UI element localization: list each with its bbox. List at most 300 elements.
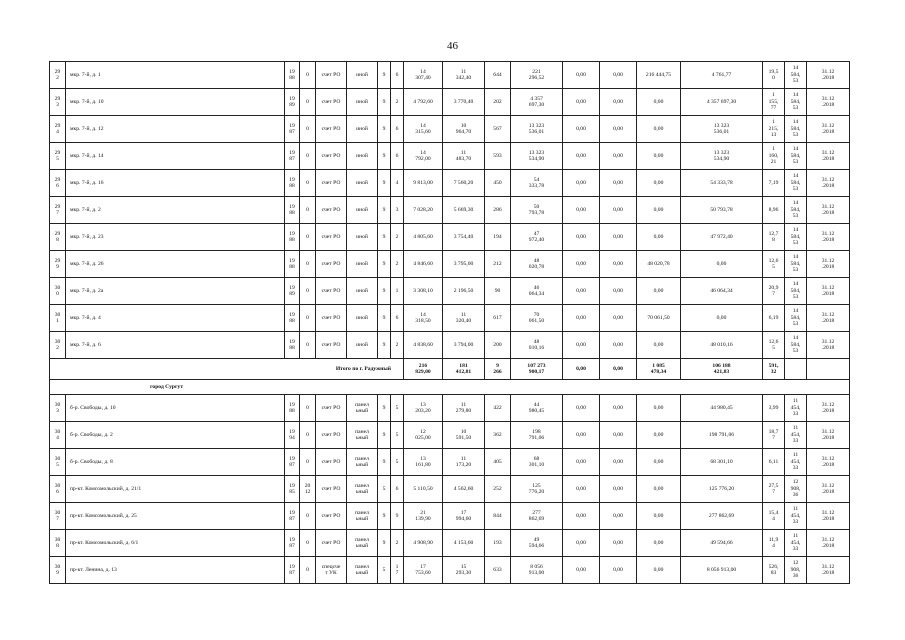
table-row	[50, 170, 850, 197]
table-cell: счет РО	[316, 251, 347, 278]
table-cell: иной	[347, 332, 378, 359]
table-cell: 0	[300, 422, 316, 449]
table-cell: 0	[300, 332, 316, 359]
table-cell: 19 87	[285, 557, 300, 584]
table-cell: 0,00	[600, 449, 637, 476]
table-cell: 10 591,50	[443, 422, 485, 449]
table-cell: 0,00	[637, 503, 681, 530]
table-cell: 13 323 534,90	[511, 143, 563, 170]
table-cell: 19 88	[285, 170, 300, 197]
address-cell: пр-кт. Комсомольский, д. 21/1	[66, 476, 285, 503]
table-cell: счет РО	[316, 89, 347, 116]
table-cell: 0,00	[637, 530, 681, 557]
table-cell: 0,00	[637, 278, 681, 305]
address-cell: мкр. 7-й, д. 14	[66, 143, 285, 170]
address-cell: мкр. 7-й, д. 16	[66, 170, 285, 197]
table-cell: 19 88	[285, 197, 300, 224]
total-cell: 0,00	[563, 359, 600, 380]
table-cell: 200	[485, 332, 511, 359]
address-cell: мкр. 7-й, д. 26	[66, 251, 285, 278]
table-cell: 68 301,10	[511, 449, 563, 476]
table-cell: 70 061,50	[511, 305, 563, 332]
table-cell: 0,00	[600, 422, 637, 449]
table-cell: счет РО	[316, 143, 347, 170]
table-row	[50, 332, 850, 359]
table-cell: 0	[300, 449, 316, 476]
table-cell: 0,00	[600, 503, 637, 530]
table-cell: 11 279,80	[443, 395, 485, 422]
table-cell: 48 020,78	[511, 251, 563, 278]
table-cell: 0	[300, 530, 316, 557]
table-cell: 90	[485, 278, 511, 305]
table-cell: 30 5	[50, 449, 66, 476]
table-cell: 14 584, 53	[785, 170, 807, 197]
table-cell: 3,99	[763, 395, 785, 422]
table-cell: 30 6	[50, 476, 66, 503]
address-cell: мкр. 7-й, д. 1	[66, 62, 285, 89]
table-cell: 19 87	[285, 449, 300, 476]
table-cell: 17 753,60	[404, 557, 443, 584]
table-cell: 221 296,52	[511, 62, 563, 89]
table-cell: 0	[300, 116, 316, 143]
table-cell: 0,00	[563, 251, 600, 278]
table-cell: 13 203,20	[404, 395, 443, 422]
table-cell: 617	[485, 305, 511, 332]
table-row	[50, 89, 850, 116]
table-cell: 4	[391, 170, 404, 197]
table-cell: 3	[391, 197, 404, 224]
table-cell: 0,00	[600, 530, 637, 557]
table-cell: 6,11	[763, 449, 785, 476]
table-cell: 17 994,60	[443, 503, 485, 530]
table-cell: 70 061,50	[637, 305, 681, 332]
table-cell: 12 908, 36	[785, 557, 807, 584]
table-cell: 0,00	[563, 278, 600, 305]
total-label: Итого по г. Радужный	[50, 359, 404, 380]
table-cell: 0,00	[563, 476, 600, 503]
table-cell: спецсче т УК	[316, 557, 347, 584]
table-cell: 14 584, 53	[785, 197, 807, 224]
table-row	[50, 116, 850, 143]
table-cell: 2	[391, 251, 404, 278]
table-row	[50, 530, 850, 557]
table-cell: 4 805,60	[404, 224, 443, 251]
table-cell: 202	[485, 89, 511, 116]
table-cell: 9	[378, 503, 391, 530]
table-cell: 0,00	[563, 89, 600, 116]
table-cell: 12 025,00	[404, 422, 443, 449]
table-cell: 633	[485, 557, 511, 584]
table-cell: 31.12 .2018	[807, 422, 850, 449]
address-cell: б-р. Свободы, д. 2	[66, 422, 285, 449]
table-cell: 9	[378, 143, 391, 170]
table-cell: 0,00	[563, 143, 600, 170]
table-cell: 526, 83	[763, 557, 785, 584]
table-cell: 13 323 534,90	[681, 143, 763, 170]
table-cell: 31.12 .2018	[807, 170, 850, 197]
table-cell: 15 293,30	[443, 557, 485, 584]
table-cell: 4 792,60	[404, 89, 443, 116]
table-cell: 31.12 .2018	[807, 557, 850, 584]
table-cell: 19 89	[285, 278, 300, 305]
table-row	[50, 62, 850, 89]
table-cell: 31.12 .2018	[807, 503, 850, 530]
table-cell: счет РО	[316, 278, 347, 305]
table-cell: иной	[347, 224, 378, 251]
table-cell: 11 454, 33	[785, 503, 807, 530]
table-cell: 0,00	[637, 476, 681, 503]
table-cell: 0,00	[600, 476, 637, 503]
table-cell: 0	[300, 395, 316, 422]
table-cell: 31.12 .2018	[807, 224, 850, 251]
table-cell: 19 85	[285, 476, 300, 503]
table-cell: 19 87	[285, 143, 300, 170]
table-cell: иной	[347, 170, 378, 197]
table-cell: 11 454, 33	[785, 449, 807, 476]
table-cell: 4 761,77	[681, 62, 763, 89]
total-cell	[785, 359, 807, 380]
table-row	[50, 143, 850, 170]
address-cell: пр-кт. Комсомольский, д. 25	[66, 503, 285, 530]
table-cell: 30 4	[50, 422, 66, 449]
table-cell: панел ьный	[347, 449, 378, 476]
table-body-raduzhny	[50, 62, 850, 359]
table-cell: 0	[300, 197, 316, 224]
table-cell: 422	[485, 395, 511, 422]
table-cell: 9	[378, 170, 391, 197]
table-cell: 19 88	[285, 224, 300, 251]
table-cell: 9	[378, 422, 391, 449]
table-row	[50, 197, 850, 224]
table-cell: 3 795,00	[443, 251, 485, 278]
table-cell: 14 307,40	[404, 62, 443, 89]
table-cell: 12 908, 36	[785, 476, 807, 503]
table-cell: 19 88	[285, 251, 300, 278]
table-cell: 21 139,90	[404, 503, 443, 530]
table-cell: 0,00	[563, 422, 600, 449]
table-cell: 0	[300, 62, 316, 89]
table-cell: 844	[485, 503, 511, 530]
table-cell: 212	[485, 251, 511, 278]
table-cell: 6	[391, 476, 404, 503]
table-row	[50, 395, 850, 422]
table-cell: 11,9 4	[763, 530, 785, 557]
table-cell: 0	[300, 503, 316, 530]
total-cell: 1 085 478,34	[637, 359, 681, 380]
table-cell: счет РО	[316, 530, 347, 557]
table-cell: 0,00	[600, 143, 637, 170]
table-cell: 29 2	[50, 62, 66, 89]
table-cell: 19 88	[285, 62, 300, 89]
table-cell: иной	[347, 251, 378, 278]
table-cell: 9	[378, 530, 391, 557]
table-cell: 49 594,66	[511, 530, 563, 557]
table-cell: иной	[347, 89, 378, 116]
table-cell: 0,00	[600, 62, 637, 89]
table-cell: 19 87	[285, 530, 300, 557]
total-cell: 0,00	[600, 359, 637, 380]
table-cell: 19 94	[285, 422, 300, 449]
table-cell: 13 161,80	[404, 449, 443, 476]
table-cell: 0,00	[563, 332, 600, 359]
table-cell: 29 5	[50, 143, 66, 170]
table-cell: 31.12 .2018	[807, 89, 850, 116]
address-cell: мкр. 7-й, д. 10	[66, 89, 285, 116]
table-cell: 29 7	[50, 197, 66, 224]
table-cell: 14 584, 53	[785, 62, 807, 89]
table-cell: 2	[391, 332, 404, 359]
table-cell: 198 791,06	[681, 422, 763, 449]
table-cell: счет РО	[316, 422, 347, 449]
table-cell: 19 88	[285, 305, 300, 332]
table-cell: 5	[391, 422, 404, 449]
table-cell: 11 454, 33	[785, 395, 807, 422]
table-cell: 46 064,34	[511, 278, 563, 305]
table-cell: 0,00	[563, 449, 600, 476]
table-row	[50, 449, 850, 476]
page-number: 46	[447, 40, 458, 52]
table-cell: 31.12 .2018	[807, 476, 850, 503]
table-cell: 9	[378, 197, 391, 224]
table-cell: 11 483,70	[443, 143, 485, 170]
table-cell: 5 110,50	[404, 476, 443, 503]
table-cell: 4 908,90	[404, 530, 443, 557]
table-cell: 4 357 697,30	[681, 89, 763, 116]
table-cell: 9	[378, 305, 391, 332]
table-cell: 54 333,78	[511, 170, 563, 197]
table-cell: 0,00	[563, 530, 600, 557]
table-cell: 0,00	[681, 251, 763, 278]
table-cell: иной	[347, 278, 378, 305]
table-cell: 9	[378, 251, 391, 278]
table-cell: 0,00	[600, 395, 637, 422]
table-cell: 9	[378, 395, 391, 422]
table-cell: 30 9	[50, 557, 66, 584]
table-cell: 6	[391, 143, 404, 170]
table-cell: 0,00	[600, 305, 637, 332]
table-cell: 0,00	[637, 422, 681, 449]
table-cell: панел ьный	[347, 503, 378, 530]
table-cell: 0,00	[563, 170, 600, 197]
table-cell: иной	[347, 62, 378, 89]
table-cell: счет РО	[316, 332, 347, 359]
address-cell: пр-кт. Ленина, д. 13	[66, 557, 285, 584]
table-cell: 2	[391, 224, 404, 251]
table-cell: 12,7 8	[763, 224, 785, 251]
table-cell: панел ьный	[347, 476, 378, 503]
total-cell: 106 188 421,83	[681, 359, 763, 380]
table-cell: счет РО	[316, 449, 347, 476]
table-row	[50, 224, 850, 251]
table-row	[50, 278, 850, 305]
table-cell: 19 87	[285, 116, 300, 143]
table-cell: 29 8	[50, 224, 66, 251]
address-cell: мкр. 7-й, д. 23	[66, 224, 285, 251]
table-cell: иной	[347, 197, 378, 224]
table-cell: 30 3	[50, 395, 66, 422]
table-cell: 0,00	[637, 449, 681, 476]
table-cell: 216 444,75	[637, 62, 681, 89]
table-cell: счет РО	[316, 116, 347, 143]
table-cell: панел ьный	[347, 530, 378, 557]
table-cell: 0	[300, 305, 316, 332]
table-cell: 3 754,40	[443, 224, 485, 251]
table-cell: счет РО	[316, 224, 347, 251]
table-cell: 31.12 .2018	[807, 251, 850, 278]
table-cell: 27,5 7	[763, 476, 785, 503]
table-cell: 14 584, 53	[785, 224, 807, 251]
table-cell: 3 770,40	[443, 89, 485, 116]
table-cell: 29 3	[50, 89, 66, 116]
table-cell: 0,00	[637, 557, 681, 584]
table-cell: 450	[485, 170, 511, 197]
table-cell: иной	[347, 305, 378, 332]
table-cell: 20 12	[300, 476, 316, 503]
table-cell: 46 064,34	[681, 278, 763, 305]
total-cell: 216 829,00	[404, 359, 443, 380]
table-cell: 0,00	[600, 170, 637, 197]
total-row	[50, 359, 850, 380]
table-cell: 30 7	[50, 503, 66, 530]
table-cell: счет РО	[316, 503, 347, 530]
address-cell: б-р. Свободы, д. 10	[66, 395, 285, 422]
capital-repair-register-table	[49, 61, 850, 584]
table-cell: 31.12 .2018	[807, 143, 850, 170]
table-cell: 1 215, 13	[763, 116, 785, 143]
table-cell: 0,00	[563, 305, 600, 332]
address-cell: б-р. Свободы, д. 8	[66, 449, 285, 476]
total-cell: 181 412,81	[443, 359, 485, 380]
table-cell: счет РО	[316, 170, 347, 197]
table-cell: 193	[485, 530, 511, 557]
table-cell: 19,5 0	[763, 62, 785, 89]
table-cell: панел ьный	[347, 395, 378, 422]
table-cell: 14 792,00	[404, 143, 443, 170]
table-cell: 0,00	[563, 224, 600, 251]
table-cell: 11 454, 33	[785, 530, 807, 557]
table-cell: 68 301,10	[681, 449, 763, 476]
address-cell: мкр. 7-й, д. 6	[66, 332, 285, 359]
table-cell: 49 594,66	[681, 530, 763, 557]
table-cell: 567	[485, 116, 511, 143]
table-cell: 19 88	[285, 395, 300, 422]
table-cell: 31.12 .2018	[807, 395, 850, 422]
table-cell: 9	[378, 224, 391, 251]
table-cell: 13 323 536,01	[681, 116, 763, 143]
table-cell: 4 838,60	[404, 332, 443, 359]
table-cell: 7 560,20	[443, 170, 485, 197]
table-row	[50, 476, 850, 503]
table-cell: 8 056 913,00	[681, 557, 763, 584]
table-cell: 47 972,40	[511, 224, 563, 251]
table-cell: 14 584, 53	[785, 89, 807, 116]
table-cell: 50 793,78	[681, 197, 763, 224]
table-cell: 4 357 697,30	[511, 89, 563, 116]
table-cell: 0,00	[563, 395, 600, 422]
table-cell: 0,00	[681, 305, 763, 332]
table-cell: 286	[485, 197, 511, 224]
table-cell: 9	[378, 449, 391, 476]
table-cell: 14 584, 53	[785, 305, 807, 332]
table-cell: 6	[391, 305, 404, 332]
table-cell: 13 323 536,01	[511, 116, 563, 143]
table-cell: 7,19	[763, 170, 785, 197]
table-cell: 0	[300, 278, 316, 305]
table-cell: 31.12 .2018	[807, 530, 850, 557]
table-cell: иной	[347, 116, 378, 143]
table-cell: 198 791,06	[511, 422, 563, 449]
table-cell: 5	[391, 449, 404, 476]
table-cell: 1	[391, 278, 404, 305]
table-cell: 9	[378, 62, 391, 89]
table-cell: 29 6	[50, 170, 66, 197]
table-cell: 0	[300, 170, 316, 197]
table-cell: панел ьный	[347, 422, 378, 449]
table-cell: 5	[378, 476, 391, 503]
address-cell: пр-кт. Комсомольский, д. 6/1	[66, 530, 285, 557]
table-cell: 54 333,78	[681, 170, 763, 197]
table-cell: 3 308,10	[404, 278, 443, 305]
table-cell: 9	[378, 332, 391, 359]
table-cell: 1 155, 77	[763, 89, 785, 116]
table-cell: 18,7 7	[763, 422, 785, 449]
table-cell: 0,00	[637, 197, 681, 224]
total-cell: 107 273 900,17	[511, 359, 563, 380]
table-cell: 0,00	[563, 557, 600, 584]
table-cell: 29 9	[50, 251, 66, 278]
table-row	[50, 251, 850, 278]
table-cell: 11 342,40	[443, 62, 485, 89]
table-cell: 644	[485, 62, 511, 89]
table-total-section	[50, 359, 850, 395]
table-cell: 9	[378, 278, 391, 305]
address-cell: мкр. 7-й, д. 4	[66, 305, 285, 332]
table-cell: 0,00	[600, 251, 637, 278]
table-cell: 0,00	[637, 116, 681, 143]
table-cell: 7 028,20	[404, 197, 443, 224]
table-cell: 6,19	[763, 305, 785, 332]
table-cell: 362	[485, 422, 511, 449]
table-cell: 0,00	[637, 224, 681, 251]
table-cell: 20,9 7	[763, 278, 785, 305]
table-cell: 6	[391, 62, 404, 89]
address-cell: мкр. 7-й, д. 12	[66, 116, 285, 143]
table-cell: 14 584, 53	[785, 278, 807, 305]
table-cell: 2	[391, 530, 404, 557]
table-cell: 29 4	[50, 116, 66, 143]
table-cell: 30 0	[50, 278, 66, 305]
table-cell: 0	[300, 89, 316, 116]
table-cell: 50 793,78	[511, 197, 563, 224]
table-cell: 31.12 .2018	[807, 278, 850, 305]
table-cell: 30 8	[50, 530, 66, 557]
table-cell: 19 88	[285, 332, 300, 359]
table-body-surgut	[50, 395, 850, 584]
total-cell: 591, 32	[763, 359, 785, 380]
table-cell: 405	[485, 449, 511, 476]
table-cell: 277 862,69	[511, 503, 563, 530]
table-cell: 31.12 .2018	[807, 305, 850, 332]
table-cell: 9	[378, 116, 391, 143]
table-cell: 0,00	[563, 62, 600, 89]
table-cell: 252	[485, 476, 511, 503]
table-cell: счет РО	[316, 197, 347, 224]
table-cell: 48 010,16	[511, 332, 563, 359]
table-cell: 0,00	[600, 197, 637, 224]
table-cell: 14 318,50	[404, 305, 443, 332]
table-cell: панел ьный	[347, 557, 378, 584]
table-cell: 15,4 4	[763, 503, 785, 530]
